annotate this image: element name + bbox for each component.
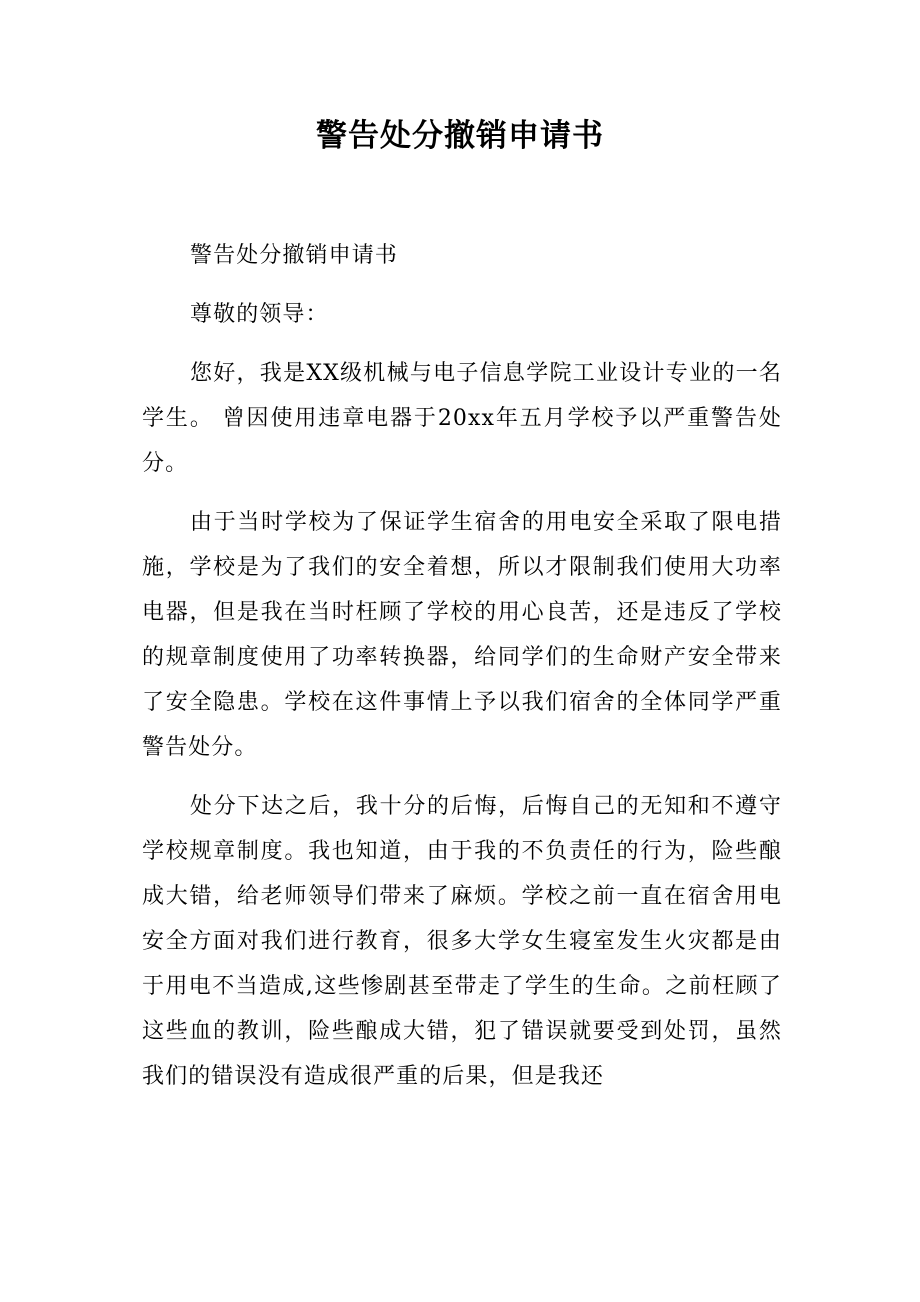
document-title: 警告处分撤销申请书 <box>316 118 604 154</box>
paragraph-background: 由于当时学校为了保证学生宿舍的用电安全采取了限电措施，学校是为了我们的安全着想，所以才限制我们使用大功率电器，但是我在当时枉顾了学校的用心良苦，还是违反了学校的规章制度使用了功率转换器，给同学们的生命财产安全带来了安全隐患。学校在这件事情上予以我们宿舍的全体同学严重警告处分。 <box>142 510 782 760</box>
paragraph-heading: 警告处分撤销申请书 <box>190 243 398 268</box>
paragraph-reflection: 处分下达之后，我十分的后悔，后悔自己的无知和不遵守学校规章制度。我也知道，由于我的不负责任的行为，险些酿成大错，给老师领导们带来了麻烦。学校之前一直在宿舍用电安全方面对我们进行教育，很多大学女生寝室发生火灾都是由于用电不当造成,这些惨剧甚至带走了学生的生命。之前枉顾了这些血的教训，险些酿成大错，犯了错误就要受到处罚，虽然我们的错误没有造成很严重的后果，但是我还 <box>142 794 782 1089</box>
paragraph-salutation: 尊敬的领导： <box>190 302 329 327</box>
document-body <box>142 233 782 1113</box>
paragraph-introduction: 您好，我是XX级机械与电子信息学院工业设计专业的一名学生。 曾因使用违章电器于20xx年五月学校予以严重警告处分。 <box>142 361 782 476</box>
